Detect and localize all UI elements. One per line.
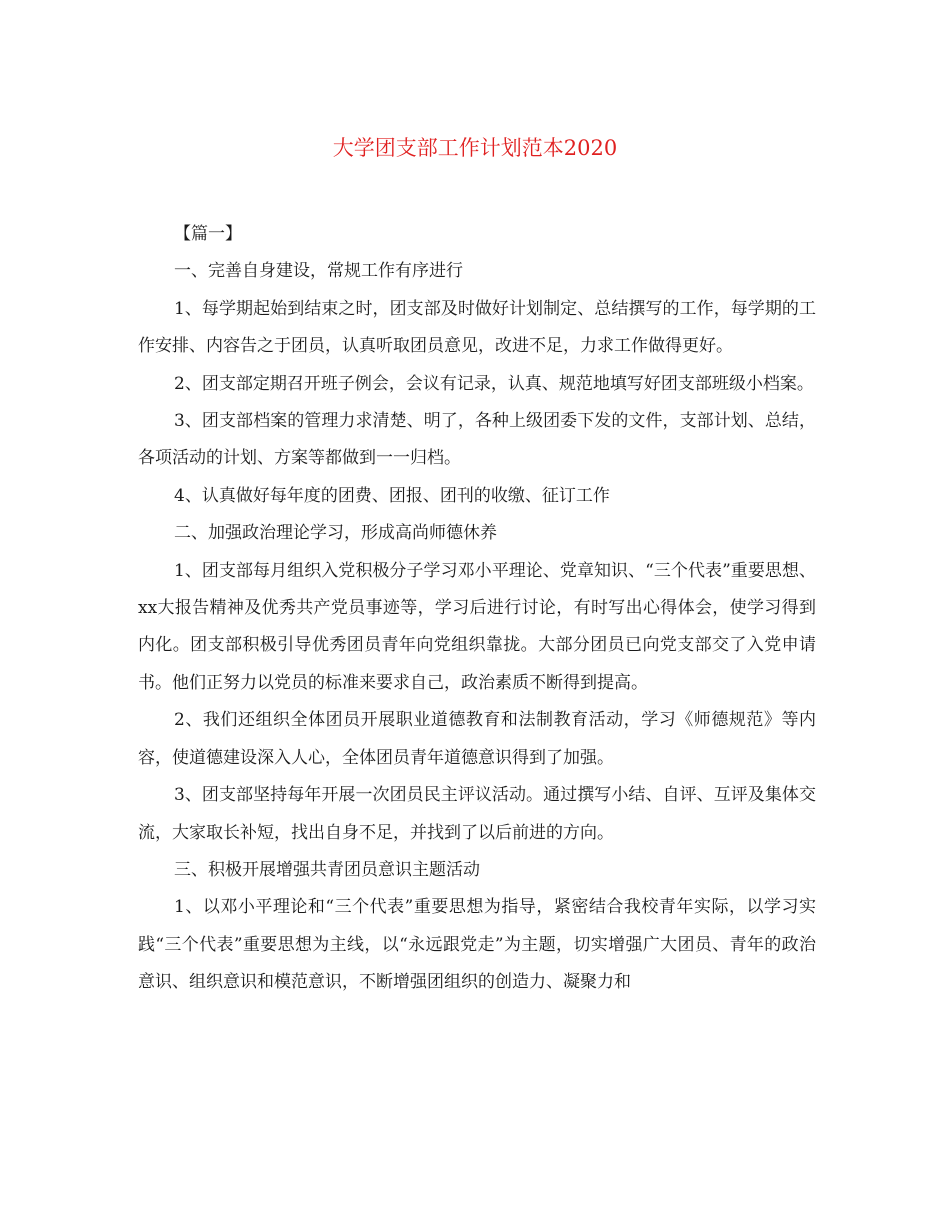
body-paragraph: 1、团支部每月组织入党积极分子学习邓小平理论、党章知识、“三个代表”重要思想、xx大报告精神及优秀共产党员事迹等，学习后进行讨论，有时写出心得体会，使学习得到内化。团支部积极引导优秀团员青年向党组织靠拢。大部分团员已向党支部交了入党申请书。他们正努力以党员的标准来要求自己，政治素质不断得到提高。 [138, 560, 816, 693]
body-paragraph: 3、团支部坚持每年开展一次团员民主评议活动。通过撰写小结、自评、互评及集体交流，大家取长补短，找出自身不足，并找到了以后前进的方向。 [138, 785, 816, 843]
document-title: 大学团支部工作计划范本2020 [332, 136, 618, 160]
section-heading: 二、加强政治理论学习，形成高尚师德休养 [174, 523, 497, 544]
body-paragraph: 3、团支部档案的管理力求清楚、明了，各种上级团委下发的文件，支部计划、总结，各项活动的计划、方案等都做到一一归档。 [138, 411, 816, 469]
section-heading: 【篇一】 [174, 224, 242, 244]
document-body [138, 216, 816, 1002]
body-paragraph: 2、团支部定期召开班子例会，会议有记录，认真、规范地填写好团支部班级小档案。 [174, 373, 814, 394]
body-paragraph: 4、认真做好每年度的团费、团报、团刊的收缴、征订工作 [174, 485, 610, 506]
body-paragraph: 2、我们还组织全体团员开展职业道德教育和法制教育活动，学习《师德规范》等内容，使道德建设深入人心，全体团员青年道德意识得到了加强。 [138, 710, 816, 768]
body-paragraph: 1、每学期起始到结束之时，团支部及时做好计划制定、总结撰写的工作，每学期的工作安排、内容告之于团员，认真听取团员意见，改进不足，力求工作做得更好。 [138, 298, 816, 357]
section-heading: 一、完善自身建设，常规工作有序进行 [174, 261, 463, 282]
section-heading: 三、积极开展增强共青团员意识主题活动 [174, 859, 480, 880]
body-paragraph: 1、以邓小平理论和“三个代表”重要思想为指导，紧密结合我校青年实际，以学习实践“三个代表”重要思想为主线，以“永远跟党走”为主题，切实增强广大团员、青年的政治意识、组织意识和模范意识，不断增强团组织的创造力、凝聚力和 [138, 897, 816, 993]
